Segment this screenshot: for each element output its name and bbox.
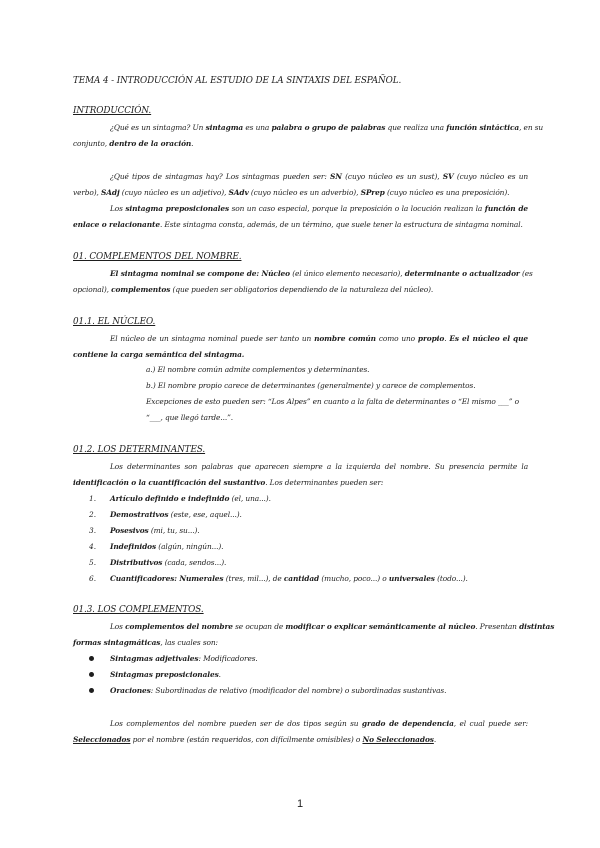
list-item: Demostrativos (este, ese, aquel...).	[110, 510, 242, 519]
s01-line1: El sintagma nominal se compone de: Núcleo (el único elemento necesario), determinante o actualizador (es	[110, 269, 533, 278]
s011-item-b: b.) El nombre propio carece de determinantes (generalmente) y carece de complementos.	[146, 381, 476, 390]
heading-complementos: 01.3. LOS COMPLEMENTOS.	[73, 605, 204, 615]
list-item-number: 2.	[89, 510, 97, 519]
intro-p2-line2: verbo), SAdj (cuyo núcleo es un adjetivo), SAdv (cuyo núcleo es un adverbio), SPrep (cuyo núcleo es una preposición).	[73, 188, 510, 197]
heading-introduccion: INTRODUCCIÓN.	[73, 106, 152, 116]
list-item: Indefinidos (algún, ningún...).	[110, 542, 224, 551]
s012-line1: Los determinantes son palabras que aparecen siempre a la izquierda del nombre. Su presencia permite la	[110, 462, 528, 471]
s011-line1: El núcleo de un sintagma nominal puede ser tanto un nombre común como uno propio. Es el núcleo el que	[110, 334, 528, 343]
list-item-number: 1.	[89, 494, 97, 503]
intro-p1-line2: conjunto, dentro de la oración.	[73, 139, 194, 148]
intro-p3-line2: enlace o relacionante. Este sintagma consta, además, de un término, que suele tener la estructura de sintagma nominal.	[73, 220, 523, 229]
list-item: Artículo definido e indefinido (el, una...).	[110, 494, 271, 503]
s013-paragraph-line2: Seleccionados por el nombre (están requeridos, con difícilmente omisibles) o No Seleccionados.	[73, 735, 437, 744]
intro-p1-line1: ¿Qué es un sintagma? Un sintagma es una palabra o grupo de palabras que realiza una función sintáctica, en su	[110, 123, 544, 132]
list-item: Distributivos (cada, sendos...).	[110, 558, 227, 567]
bullet-icon	[89, 672, 94, 677]
s011-exceptions-line1: Excepciones de esto pueden ser: “Los Alpes” en cuanto a la falta de determinantes o “El mismo ___” o	[146, 397, 520, 406]
list-item: Sintagmas adjetivales: Modificadores.	[110, 654, 258, 663]
s011-line2: contiene la carga semántica del sintagma.	[73, 350, 245, 359]
list-item-number: 4.	[89, 542, 97, 551]
list-item-number: 5.	[89, 558, 97, 567]
page-number: 1	[296, 798, 304, 810]
intro-p3-line1: Los sintagma preposicionales son un caso especial, porque la preposición o la locución realizan la función de	[110, 204, 528, 213]
list-item: Oraciones: Subordinadas de relativo (modificador del nombre) o subordinadas sustantivas.	[110, 686, 447, 695]
s011-exceptions-line2: “___, que llegó tarde...”.	[146, 413, 233, 422]
list-item-number: 3.	[89, 526, 97, 535]
bullet-icon	[89, 656, 94, 661]
heading-complementos-del-nombre: 01. COMPLEMENTOS DEL NOMBRE.	[73, 252, 242, 262]
intro-p2-line1: ¿Qué tipos de sintagmas hay? Los sintagmas pueden ser: SN (cuyo núcleo es un sust), SV (cuyo núcleo es un	[110, 172, 529, 181]
heading-determinantes: 01.2. LOS DETERMINANTES.	[73, 445, 206, 455]
s013-line1: Los complementos del nombre se ocupan de modificar o explicar semánticamente al núcleo. Presentan distintas	[110, 622, 555, 631]
list-item: Posesivos (mi, tu, su...).	[110, 526, 200, 535]
s011-item-a: a.) El nombre común admite complementos y determinantes.	[146, 365, 370, 374]
s01-line2: opcional), complementos (que pueden ser obligatorios dependiendo de la naturaleza del núcleo).	[73, 285, 434, 294]
page-title: TEMA 4 - INTRODUCCIÓN AL ESTUDIO DE LA SINTAXIS DEL ESPAÑOL.	[73, 76, 402, 86]
bullet-icon	[89, 688, 94, 693]
s013-paragraph-line1: Los complementos del nombre pueden ser de dos tipos según su grado de dependencia, el cual puede ser:	[110, 719, 529, 728]
list-item: Sintagmas preposicionales.	[110, 670, 221, 679]
s013-line2: formas sintagmáticas, las cuales son:	[73, 638, 218, 647]
s012-line2: identificación o la cuantificación del sustantivo. Los determinantes pueden ser:	[73, 478, 384, 487]
list-item-number: 6.	[89, 574, 97, 583]
list-item: Cuantificadores: Numerales (tres, mil...), de cantidad (mucho, poco...) o universales (todo...).	[110, 574, 468, 583]
heading-el-nucleo: 01.1. EL NÚCLEO.	[73, 317, 156, 327]
